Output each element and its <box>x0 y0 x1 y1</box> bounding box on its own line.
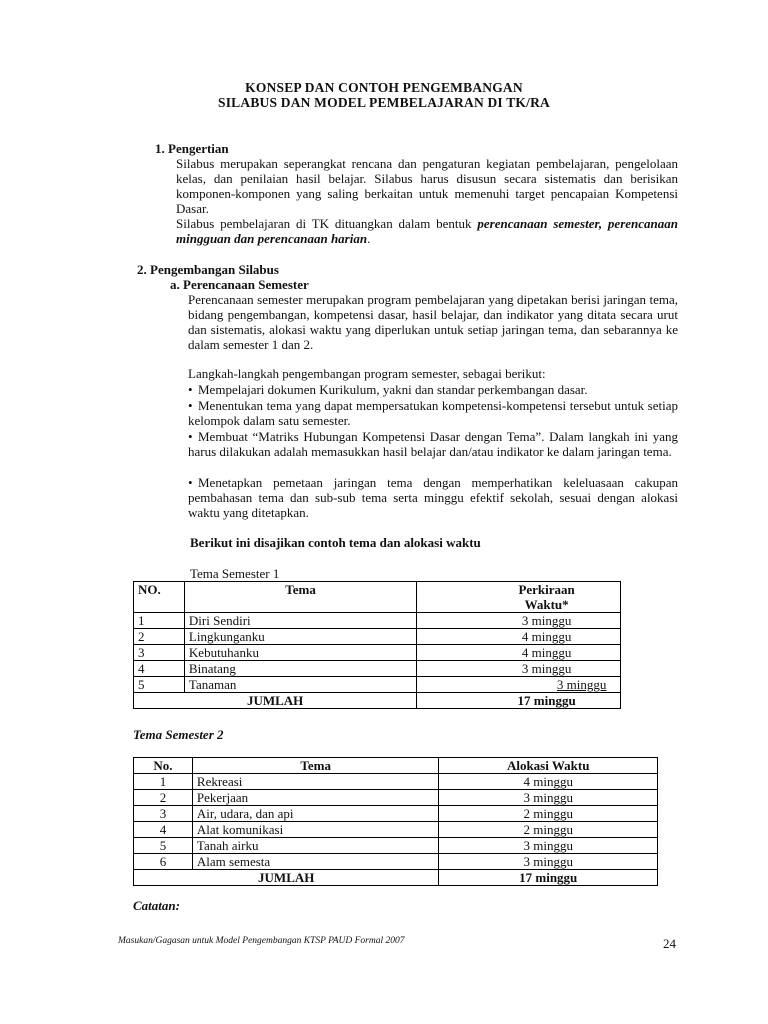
bullet-item-1 <box>188 382 678 397</box>
steps-intro: Langkah-langkah pengembangan program semester, sebagai berikut: <box>188 366 546 381</box>
section-2-heading: 2. Pengembangan Silabus <box>137 262 279 277</box>
cell-waktu: 3 minggu <box>439 790 658 806</box>
cell-waktu: 4 minggu <box>417 629 621 645</box>
cell-waktu: 3 minggu <box>439 854 658 870</box>
cell-waktu: 4 minggu <box>417 645 621 661</box>
cell-tema: Lingkunganku <box>184 629 416 645</box>
table-total-row <box>134 693 621 709</box>
header-no: NO. <box>134 582 185 613</box>
bullet-text: Mempelajari dokumen Kurikulum, yakni dan standar perkembangan dasar. <box>198 382 588 397</box>
cell-waktu: 2 minggu <box>439 806 658 822</box>
cell-no: 3 <box>134 645 185 661</box>
cell-waktu: 2 minggu <box>439 822 658 838</box>
document-title-line1: KONSEP DAN CONTOH PENGEMBANGAN <box>245 80 523 95</box>
cell-no: 1 <box>134 613 185 629</box>
table-row <box>134 645 621 661</box>
cell-no: 6 <box>134 854 193 870</box>
table-total-row <box>134 870 658 886</box>
header-tema: Tema <box>184 582 416 613</box>
bullet-icon: • <box>188 429 193 444</box>
table-row <box>134 838 658 854</box>
total-label: JUMLAH <box>134 693 417 709</box>
document-title-line2: SILABUS DAN MODEL PEMBELAJARAN DI TK/RA <box>218 95 550 110</box>
cell-waktu: 3 minggu <box>417 613 621 629</box>
cell-waktu: 3 minggu <box>439 838 658 854</box>
semester-2-caption: Tema Semester 2 <box>133 727 224 742</box>
cell-tema: Diri Sendiri <box>184 613 416 629</box>
cell-waktu: 3 minggu <box>417 661 621 677</box>
table-row <box>134 854 658 870</box>
table-row <box>134 661 621 677</box>
bullet-item-3 <box>188 429 678 459</box>
header-waktu-line2: Waktu* <box>524 597 569 612</box>
semester-1-caption: Tema Semester 1 <box>190 566 280 581</box>
total-label: JUMLAH <box>134 870 439 886</box>
header-tema: Tema <box>192 758 439 774</box>
table-header-row <box>134 758 658 774</box>
bullet-text: Membuat “Matriks Hubungan Kompetensi Dasar dengan Tema”. Dalam langkah ini yang harus dilakukan adalah memasukkan hasil belajar dan/atau indikator ke dalam jaringan tema. <box>188 429 678 459</box>
table-header-row <box>134 582 621 613</box>
total-value: 17 minggu <box>439 870 658 886</box>
semester-2-table <box>133 757 658 886</box>
semester-1-table <box>133 581 621 709</box>
cell-tema: Kebutuhanku <box>184 645 416 661</box>
section-1-paragraph-2 <box>176 216 678 246</box>
table-row <box>134 790 658 806</box>
cell-tema: Rekreasi <box>192 774 439 790</box>
bullet-icon: • <box>188 382 193 397</box>
cell-tema: Air, udara, dan api <box>192 806 439 822</box>
cell-no: 1 <box>134 774 193 790</box>
header-no: No. <box>134 758 193 774</box>
section-2a-heading: a. Perencanaan Semester <box>170 277 309 292</box>
example-heading: Berikut ini disajikan contoh tema dan alokasi waktu <box>190 535 481 550</box>
section-1-heading: 1. Pengertian <box>155 141 229 156</box>
cell-no: 5 <box>134 677 185 693</box>
header-waktu-line1: Perkiraan <box>518 582 575 597</box>
cell-tema: Tanah airku <box>192 838 439 854</box>
total-value: 17 minggu <box>417 693 621 709</box>
cell-tema: Tanaman <box>184 677 416 693</box>
section-2a-paragraph: Perencanaan semester merupakan program pembelajaran yang dipetakan berisi jaringan tema, bidang pengembangan, kompetensi dasar, hasil belajar, dan indikator yang ditata secara urut dan sistematis, alokasi waktu yang diperlukan untuk setiap jaringan tema, dan sebarannya ke dalam semester 1 dan 2. <box>188 292 678 352</box>
cell-no: 4 <box>134 661 185 677</box>
bullet-text: Menentukan tema yang dapat mempersatukan kompetensi-kompetensi tersebut untuk setiap kelompok dalam satu semester. <box>188 398 678 428</box>
bullet-icon: • <box>188 398 193 413</box>
table-row <box>134 774 658 790</box>
para2-text: Silabus pembelajaran di TK dituangkan dalam bentuk <box>176 216 478 231</box>
cell-waktu: 4 minggu <box>439 774 658 790</box>
table-row <box>134 677 621 693</box>
table-row <box>134 806 658 822</box>
cell-no: 2 <box>134 790 193 806</box>
cell-no: 2 <box>134 629 185 645</box>
bullet-item-2 <box>188 398 678 428</box>
header-waktu: Alokasi Waktu <box>439 758 658 774</box>
page-number: 24 <box>663 936 676 951</box>
cell-no: 3 <box>134 806 193 822</box>
cell-tema: Alam semesta <box>192 854 439 870</box>
cell-tema: Pekerjaan <box>192 790 439 806</box>
page-footer: Masukan/Gagasan untuk Model Pengembangan KTSP PAUD Formal 2007 <box>118 936 405 946</box>
para2-emphasis: perencanaan semester, perencanaan mingguan dan perencanaan harian <box>176 216 678 246</box>
table-row <box>134 629 621 645</box>
para2-end: . <box>367 231 371 246</box>
cell-waktu-value: 3 minggu <box>556 677 607 692</box>
bullet-text: Menetapkan pemetaan jaringan tema dengan memperhatikan keleluasaan cakupan pembahasan tema dan sub-sub tema serta minggu efektif sekolah, sesuai dengan alokasi waktu yang ditetapkan. <box>188 475 678 520</box>
cell-tema: Binatang <box>184 661 416 677</box>
cell-tema: Alat komunikasi <box>192 822 439 838</box>
table-row <box>134 822 658 838</box>
cell-waktu <box>417 677 621 693</box>
cell-no: 5 <box>134 838 193 854</box>
bullet-item-4 <box>188 475 678 520</box>
section-1-paragraph-1: Silabus merupakan seperangkat rencana dan pengaturan kegiatan pembelajaran, pengelolaan kelas, dan penilaian hasil belajar. Silabus harus disusun secara sistematis dan berisikan komponen-komponen yang saling berkaitan untuk memenuhi target pencapaian Kompetensi Dasar. <box>176 156 678 216</box>
bullet-icon: • <box>188 475 193 490</box>
cell-no: 4 <box>134 822 193 838</box>
header-waktu <box>417 582 621 613</box>
table-row <box>134 613 621 629</box>
catatan-label: Catatan: <box>133 898 180 913</box>
